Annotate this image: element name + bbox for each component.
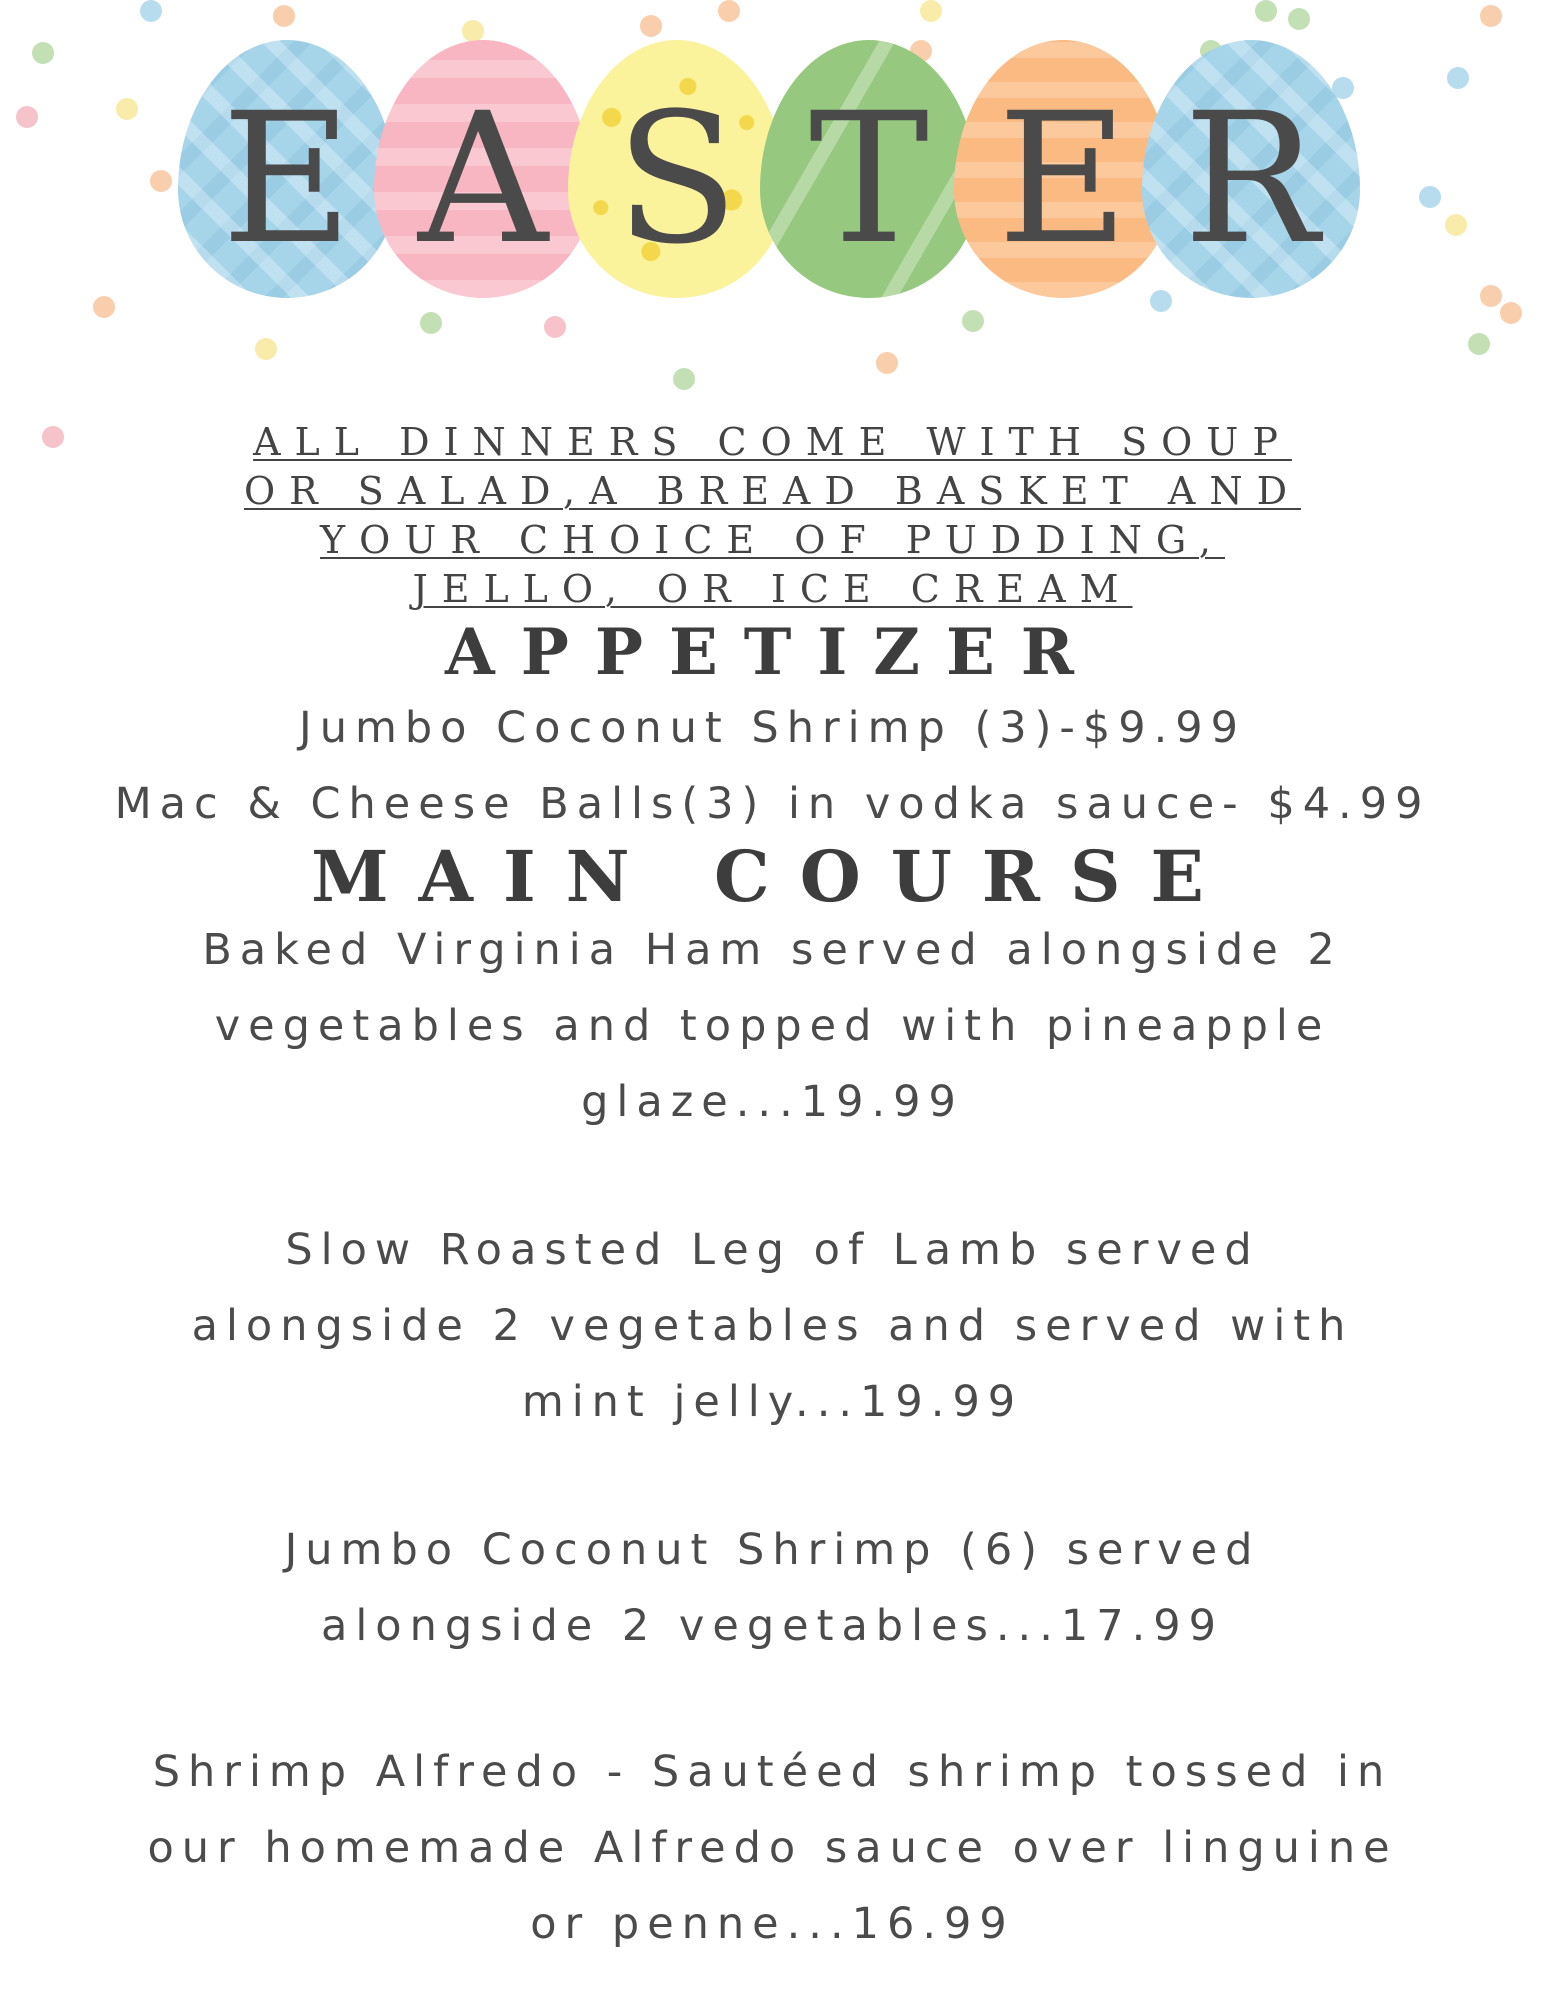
- confetti-dot: [42, 426, 64, 448]
- confetti-dot: [1288, 8, 1310, 30]
- confetti-dot: [140, 0, 162, 22]
- pink-egg-icon: [374, 40, 592, 298]
- orange-egg-icon: [954, 40, 1172, 298]
- confetti-dot: [1480, 285, 1502, 307]
- confetti-dot: [1447, 67, 1469, 89]
- confetti-dot: [93, 296, 115, 318]
- appetizer-heading: APPETIZER: [445, 615, 1100, 690]
- confetti-dot: [273, 5, 295, 27]
- main-course-heading: MAIN COURSE: [311, 835, 1234, 918]
- title-letter: S: [615, 75, 739, 284]
- yellow-egg-icon: [568, 40, 786, 298]
- appetizer-item: Jumbo Coconut Shrimp (3)-$9.99: [299, 703, 1246, 753]
- confetti-dot: [116, 98, 138, 120]
- confetti-dot: [462, 20, 484, 42]
- title-letter: T: [808, 75, 930, 284]
- confetti-dot: [150, 170, 172, 192]
- title-letter: E: [221, 75, 353, 284]
- main-course-item: Baked Virginia Ham served alongside 2 vegetables and topped with pineapple glaze...19.99: [202, 925, 1343, 1127]
- confetti-dot: [673, 368, 695, 390]
- dinner-includes-note: ALL DINNERS COME WITH SOUP OR SALAD,A BREAD BASKET AND YOUR CHOICE OF PUDDING, JELLO, OR ICE CREAM: [243, 420, 1302, 611]
- title-letter: R: [1183, 75, 1319, 284]
- title-letter: A: [418, 75, 548, 284]
- confetti-dot: [640, 15, 662, 37]
- main-course-item: Slow Roasted Leg of Lamb served alongside 2 vegetables and served with mint jelly...19.99: [191, 1225, 1354, 1427]
- confetti-dot: [1445, 214, 1467, 236]
- confetti-dot: [920, 0, 942, 22]
- confetti-dot: [1255, 0, 1277, 22]
- appetizer-item: Mac & Cheese Balls(3) in vodka sauce- $4.99: [114, 779, 1431, 829]
- confetti-dot: [1500, 302, 1522, 324]
- confetti-dot: [962, 310, 984, 332]
- confetti-dot: [1419, 186, 1441, 208]
- confetti-dot: [255, 338, 277, 360]
- confetti-dot: [32, 42, 54, 64]
- confetti-dot: [718, 0, 740, 22]
- easter-title: [178, 40, 1358, 300]
- confetti-dot: [420, 312, 442, 334]
- confetti-dot: [16, 106, 38, 128]
- green-egg-icon: [760, 40, 978, 298]
- blue-egg-icon: [178, 40, 396, 298]
- confetti-dot: [1468, 333, 1490, 355]
- blue-egg-icon: [1142, 40, 1360, 298]
- main-course-item: Jumbo Coconut Shrimp (6) served alongside 2 vegetables...17.99: [284, 1525, 1261, 1651]
- main-course-item: Shrimp Alfredo - Sautéed shrimp tossed in our homemade Alfredo sauce over linguine or penne...16.99: [147, 1747, 1398, 1949]
- confetti-dot: [876, 352, 898, 374]
- confetti-dot: [1480, 5, 1502, 27]
- confetti-dot: [544, 316, 566, 338]
- title-letter: E: [997, 75, 1129, 284]
